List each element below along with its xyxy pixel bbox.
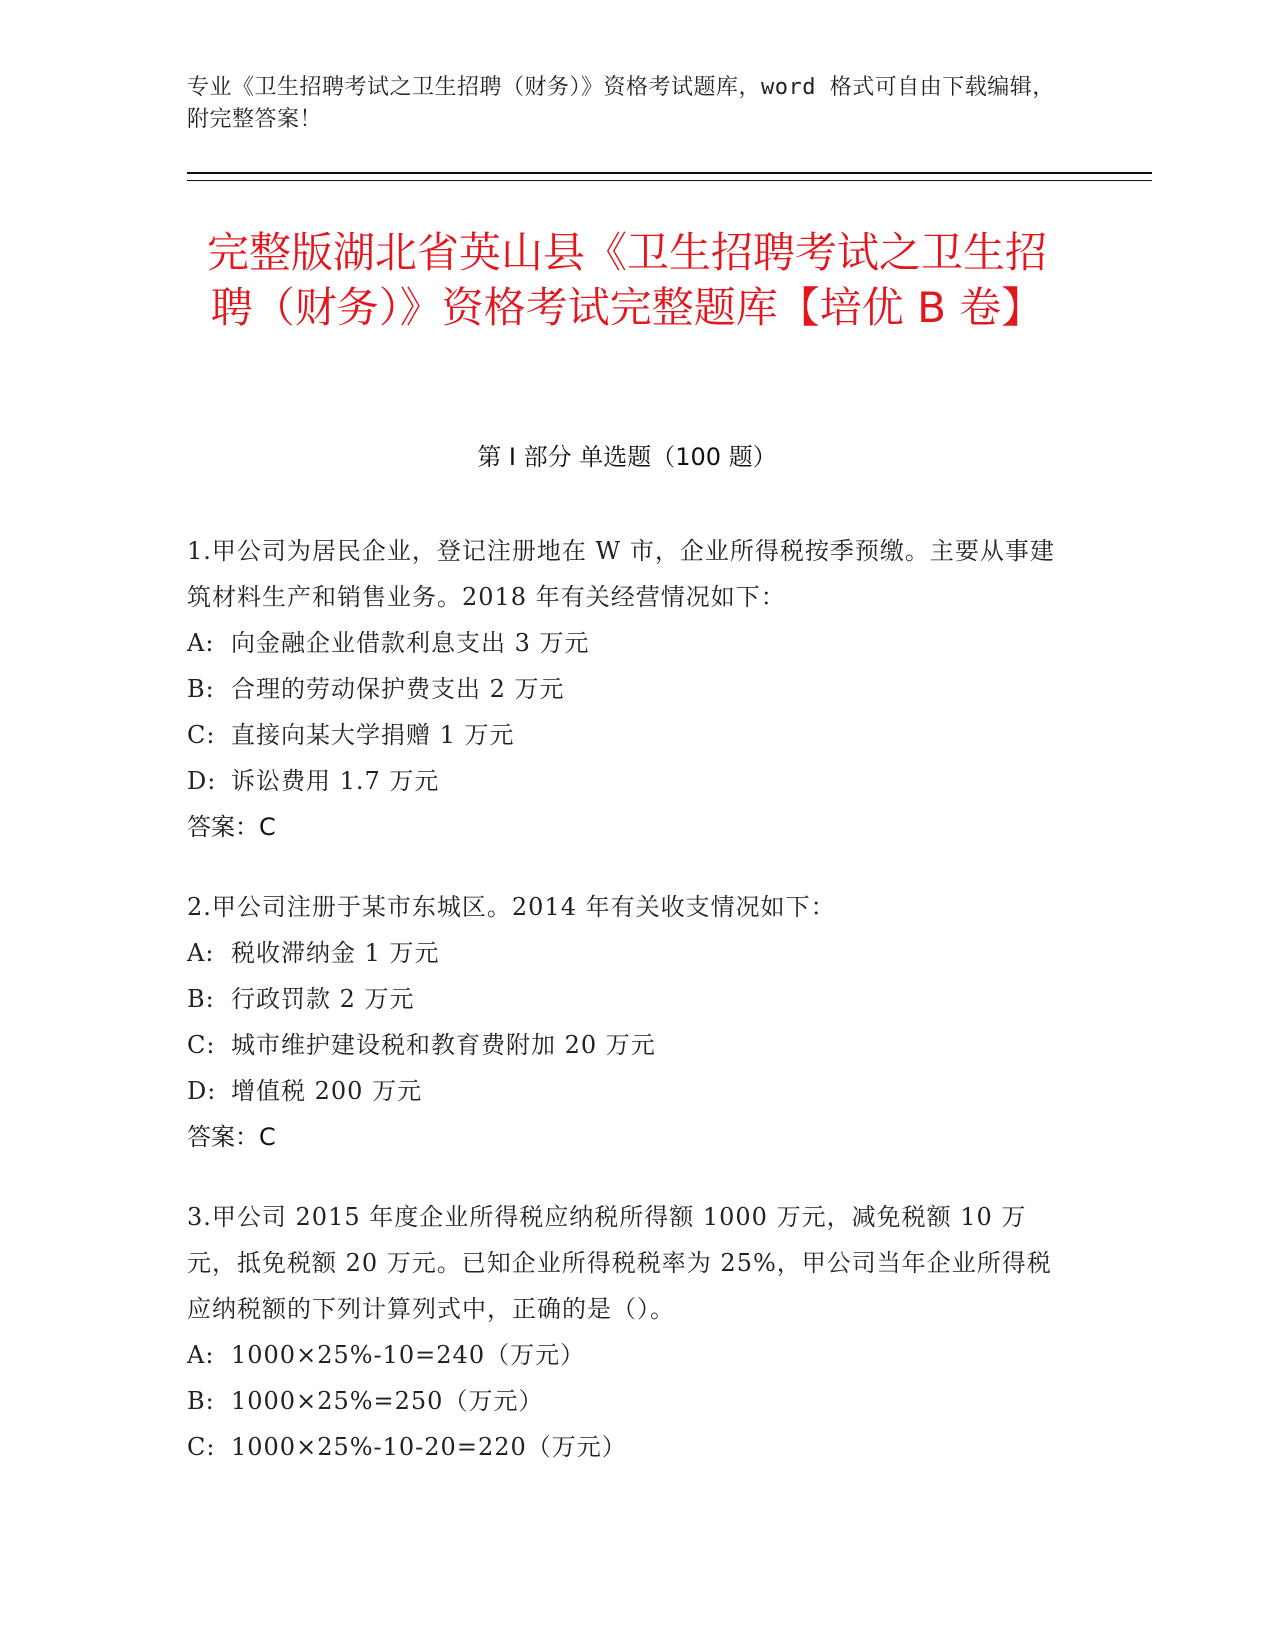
question-stem: 3.甲公司 2015 年度企业所得税应纳税所得额 1000 万元，减免税额 10 万元，抵免税额 20 万元。已知企业所得税税率为 25%，甲公司当年企业所得税应纳税额的下列计算列式中，正确的是（）。 [187,1203,1052,1323]
option-letter: B: [187,675,215,703]
option-d [187,758,1067,804]
question-3 [187,1194,1067,1470]
question-2 [187,884,1067,1160]
answer-line: 答案：C [187,813,276,841]
option-text: 城市维护建设税和教育费附加 20 万元 [231,1031,656,1059]
header-note: 专业《卫生招聘考试之卫生招聘（财务）》资格考试题库，word 格式可自由下载编辑，附完整答案！ [187,75,1055,132]
option-text: 1000×25%=250（万元） [231,1387,544,1415]
option-text: 行政罚款 2 万元 [231,985,415,1013]
option-text: 1000×25%-10=240（万元） [231,1341,586,1369]
question-1 [187,528,1067,850]
option-letter: C: [187,721,216,749]
option-letter: B: [187,1387,215,1415]
document-title: 完整版湖北省英山县《卫生招聘考试之卫生招聘（财务）》资格考试完整题库【培优 B 卷】 [206,228,1047,332]
header-rule-thin [187,180,1152,181]
option-letter: A: [187,939,215,967]
option-b [187,1378,1067,1424]
option-text: 向金融企业借款利息支出 3 万元 [231,629,590,657]
option-letter: C: [187,1433,216,1461]
option-text: 直接向某大学捐赠 1 万元 [231,721,515,749]
question-stem: 2.甲公司注册于某市东城区。2014 年有关收支情况如下： [187,893,836,921]
header-rule-thick [187,172,1152,174]
question-stem: 1.甲公司为居民企业，登记注册地在 W 市，企业所得税按季预缴。主要从事建筑材料生产和销售业务。2018 年有关经营情况如下： [187,537,1055,611]
section-heading: 第 I 部分 单选题（100 题） [477,443,777,471]
option-text: 诉讼费用 1.7 万元 [231,767,440,795]
option-c [187,712,1067,758]
option-text: 1000×25%-10-20=220（万元） [231,1433,627,1461]
option-letter: D: [187,767,217,795]
option-d [187,1068,1067,1114]
option-letter: B: [187,985,215,1013]
option-b [187,666,1067,712]
option-text: 合理的劳动保护费支出 2 万元 [231,675,565,703]
option-text: 增值税 200 万元 [231,1077,423,1105]
option-letter: A: [187,1341,215,1369]
option-c [187,1022,1067,1068]
option-a [187,1332,1067,1378]
option-c [187,1424,1067,1470]
answer-line: 答案：C [187,1123,276,1151]
option-letter: D: [187,1077,217,1105]
question-list [187,528,1067,1504]
option-a [187,620,1067,666]
option-letter: A: [187,629,215,657]
option-b [187,976,1067,1022]
option-a [187,930,1067,976]
option-letter: C: [187,1031,216,1059]
option-text: 税收滞纳金 1 万元 [231,939,440,967]
